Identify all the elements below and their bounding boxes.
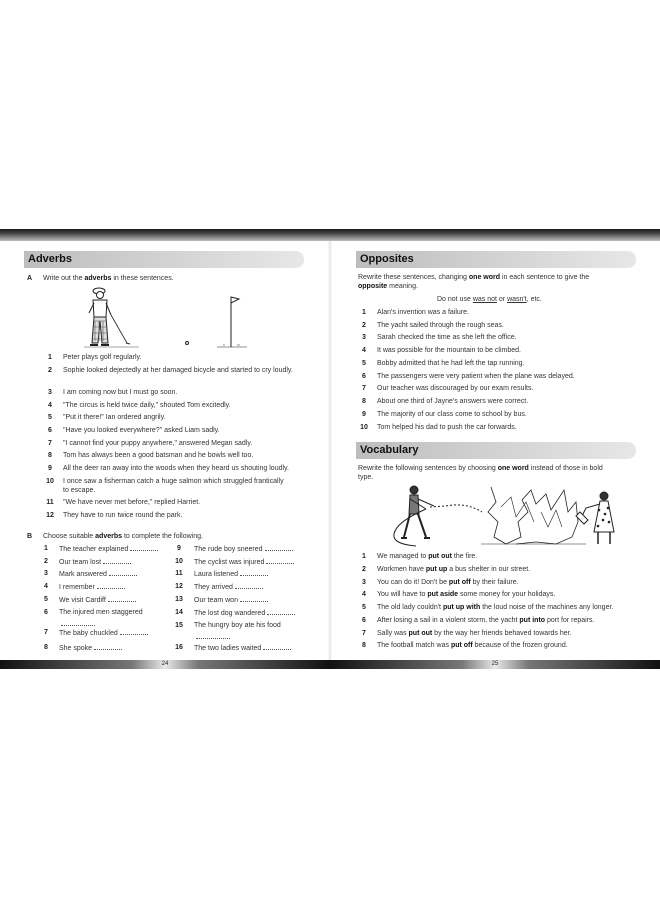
opposites-instruction: Rewrite these sentences, changing one word in each sentence to give the	[358, 274, 590, 281]
item-number: 9	[362, 411, 366, 418]
item-number: 8	[44, 644, 48, 651]
sentence: "The circus is held twice daily," shouted Tom excitedly.	[63, 402, 231, 409]
item-number: 9	[48, 465, 52, 472]
item-number: 1	[362, 553, 366, 560]
item-number: 13	[175, 596, 183, 603]
top-header-bar	[0, 229, 660, 241]
sentence: Workmen have put up a bus shelter in our street.	[377, 566, 531, 573]
sentence: The yacht sailed through the rough seas.	[377, 322, 504, 329]
sentence: They have to run twice round the park.	[63, 512, 183, 519]
adverbs-title: Adverbs	[24, 251, 304, 268]
sentence: You can do it! Don't be put off by their failure.	[377, 579, 519, 586]
golfer-illustration	[79, 285, 269, 353]
vocabulary-title: Vocabulary	[356, 442, 636, 459]
item-number: 1	[48, 354, 52, 361]
sentence: Sophie looked dejectedly at her damaged bicycle and started to cry loudly.	[63, 367, 293, 374]
sentence: I am coming now but I must go soon.	[63, 389, 178, 396]
item-number: 5	[362, 360, 366, 367]
item-number: 7	[362, 385, 366, 392]
left-page	[24, 241, 314, 660]
item-number: 5	[44, 596, 48, 603]
blank-sentence: The lost dog wandered	[194, 608, 295, 618]
item-number: 2	[48, 367, 52, 374]
sentence: Peter plays golf regularly.	[63, 354, 142, 361]
blank-sentence: The hungry boy ate his food	[194, 622, 281, 629]
answer-blank[interactable]	[265, 544, 293, 551]
item-number: 6	[48, 427, 52, 434]
blank-sentence: She spoke	[59, 643, 122, 653]
answer-blank[interactable]	[61, 619, 95, 626]
item-number: 8	[362, 642, 366, 649]
item-number: 3	[48, 389, 52, 396]
item-number: 4	[48, 402, 52, 409]
answer-blank[interactable]	[130, 544, 158, 551]
blank-sentence: I remember	[59, 582, 125, 592]
opposites-instruction-cont: opposite meaning.	[358, 283, 418, 290]
answer-blank[interactable]	[263, 643, 291, 650]
right-page-number: 25	[330, 660, 660, 669]
section-b-instruction: Choose suitable adverbs to complete the following.	[43, 533, 203, 540]
answer-blank[interactable]	[108, 595, 136, 602]
item-number: 12	[46, 512, 54, 519]
answer-blank[interactable]	[94, 643, 122, 650]
sentence: The football match was put off because of the frozen ground.	[377, 642, 568, 649]
blank-sentence: Our team lost	[59, 557, 131, 567]
answer-blank[interactable]	[196, 632, 230, 639]
sentence: We managed to put out the fire.	[377, 553, 478, 560]
sentence: The passengers were very patient when the plane was delayed.	[377, 373, 575, 380]
answer-blank[interactable]	[109, 569, 137, 576]
sentence: "We have never met before," replied Harriet.	[63, 499, 201, 506]
item-number: 4	[362, 347, 366, 354]
answer-blank[interactable]	[120, 628, 148, 635]
item-number: 6	[44, 609, 48, 616]
item-number: 14	[175, 609, 183, 616]
answer-blank[interactable]	[97, 582, 125, 589]
blank-sentence: Mark answered	[59, 569, 137, 579]
blank-sentence: Laura listened	[194, 569, 268, 579]
item-number: 3	[44, 570, 48, 577]
item-number: 7	[44, 629, 48, 636]
item-number: 10	[46, 478, 54, 485]
sentence: I once saw a fisherman catch a huge salmon which struggled frantically to escape.	[63, 478, 284, 494]
sentence: "Have you looked everywhere?" asked Liam sadly.	[63, 427, 220, 434]
answer-blank[interactable]	[240, 569, 268, 576]
item-number: 5	[362, 604, 366, 611]
item-number: 2	[362, 322, 366, 329]
right-page	[356, 241, 640, 660]
blank-sentence: The two ladies waited	[194, 643, 291, 653]
item-number: 11	[175, 570, 183, 577]
item-number: 7	[362, 630, 366, 637]
item-number: 5	[48, 414, 52, 421]
blank-sentence: Our team won	[194, 595, 268, 605]
item-number: 11	[46, 499, 54, 506]
item-number: 1	[44, 545, 48, 552]
item-number: 2	[362, 566, 366, 573]
sentence: The old lady couldn't put up with the loud noise of the machines any longer.	[377, 604, 614, 611]
section-a-instruction: Write out the adverbs in these sentences.	[43, 275, 174, 282]
left-page-number: 24	[0, 660, 330, 669]
item-number: 10	[360, 424, 368, 431]
item-number: 6	[362, 373, 366, 380]
sentence: "Put it there!" Ian ordered angrily.	[63, 414, 166, 421]
blank-sentence: The teacher explained	[59, 544, 158, 554]
item-number: 16	[175, 644, 183, 651]
sentence: Tom helped his dad to push the car forwards.	[377, 424, 517, 431]
sentence: Bobby admitted that he had left the tap running.	[377, 360, 525, 367]
item-number: 6	[362, 617, 366, 624]
item-number: 10	[175, 558, 183, 565]
sentence: About one third of Jayne's answers were correct.	[377, 398, 529, 405]
item-number: 15	[175, 622, 183, 629]
opposites-title: Opposites	[356, 251, 636, 268]
answer-blank[interactable]	[266, 557, 294, 564]
blank-sentence: We visit Cardiff	[59, 595, 136, 605]
sentence: Sarah checked the time as she left the office.	[377, 334, 517, 341]
sentence: After losing a sail in a violent storm, the yacht put into port for repairs.	[377, 617, 595, 624]
item-number: 3	[362, 334, 366, 341]
item-number: 4	[44, 583, 48, 590]
opposites-note: Do not use was not or wasn't, etc.	[437, 296, 542, 303]
book-gutter	[328, 241, 332, 660]
item-number: 7	[48, 440, 52, 447]
sentence: Sally was put out by the way her friends behaved towards her.	[377, 630, 572, 637]
item-number: 1	[362, 309, 366, 316]
answer-blank[interactable]	[240, 595, 268, 602]
sentence: All the deer ran away into the woods when they heard us shouting loudly.	[63, 465, 289, 472]
vocabulary-instruction-cont: type.	[358, 474, 374, 481]
blank-sentence: The injured men staggered	[59, 609, 143, 616]
sentence: The majority of our class come to school by bus.	[377, 411, 527, 418]
sentence: Our teacher was discouraged by our exam results.	[377, 385, 534, 392]
sentence: Tom has always been a good batsman and he bowls well too.	[63, 452, 254, 459]
answer-blank[interactable]	[267, 608, 295, 615]
item-number: 8	[362, 398, 366, 405]
blank-sentence: The cyclist was injured	[194, 557, 294, 567]
blank-sentence: The baby chuckled	[59, 628, 148, 638]
item-number: 8	[48, 452, 52, 459]
section-a-letter: A	[27, 275, 33, 282]
sentence: It was possible for the mountain to be climbed.	[377, 347, 521, 354]
sentence: Alan's invention was a failure.	[377, 309, 469, 316]
item-number: 2	[44, 558, 48, 565]
fire-illustration	[386, 482, 626, 552]
sentence: You will have to put aside some money for your holidays.	[377, 591, 556, 598]
blank-sentence: The rude boy sneered	[194, 544, 293, 554]
blank-sentence: They arrived	[194, 582, 263, 592]
item-number: 12	[175, 583, 183, 590]
section-b-letter: B	[27, 533, 33, 540]
item-number: 3	[362, 579, 366, 586]
item-number: 9	[177, 545, 181, 552]
answer-blank[interactable]	[235, 582, 263, 589]
vocabulary-instruction: Rewrite the following sentences by choosing one word instead of those in bold	[358, 465, 603, 472]
answer-blank[interactable]	[103, 557, 131, 564]
sentence: "I cannot find your puppy anywhere," answered Megan sadly.	[63, 440, 253, 447]
item-number: 4	[362, 591, 366, 598]
